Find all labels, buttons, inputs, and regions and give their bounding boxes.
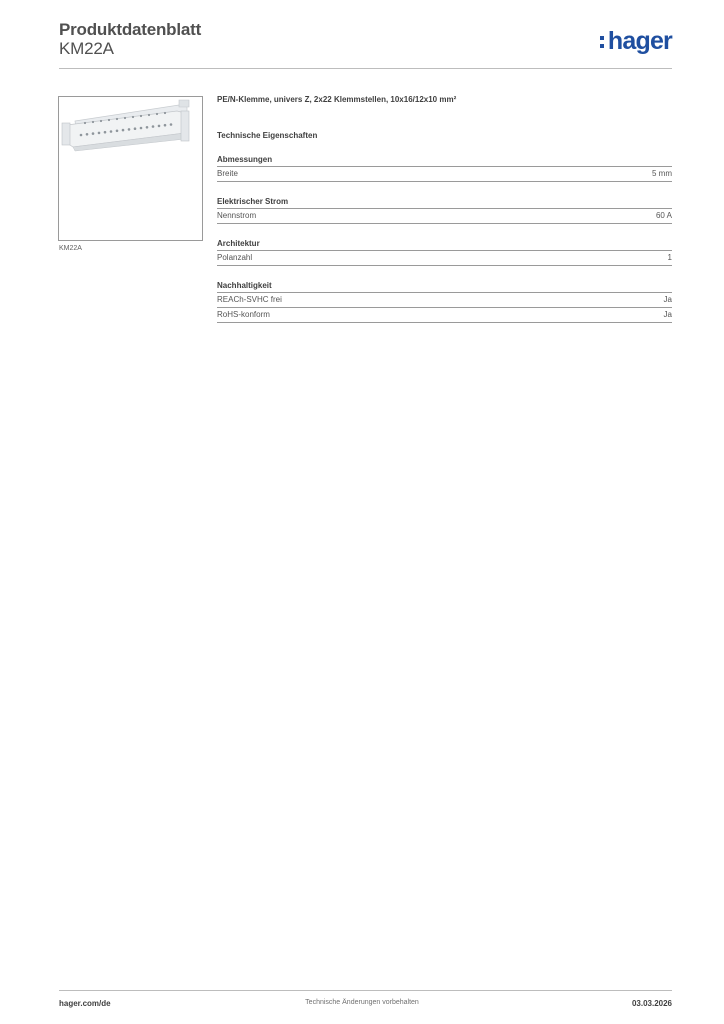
spec-row <box>217 209 672 224</box>
group-heading-sustainability: Nachhaltigkeit <box>217 266 672 293</box>
footer-date: 03.03.2026 <box>631 999 672 1008</box>
product-description: PE/N-Klemme, univers Z, 2x22 Klemmstellen, 10x16/12x10 mm² <box>217 95 457 104</box>
footer-divider <box>59 990 672 991</box>
footer-website-link[interactable]: hager.com/de <box>59 999 111 1008</box>
spec-label: Breite <box>217 169 238 178</box>
terminal-block-image <box>59 97 202 240</box>
logo-text: hager <box>607 27 672 55</box>
product-image <box>58 96 203 241</box>
image-caption: KM22A <box>59 245 82 252</box>
spec-content <box>217 95 672 323</box>
hager-logo[interactable] <box>600 29 672 54</box>
spec-value: 60 A <box>655 211 672 220</box>
footer-notice: Technische Änderungen vorbehalten <box>305 999 419 1006</box>
page-title: Produktdatenblatt <box>59 20 202 39</box>
spec-value: Ja <box>663 310 672 319</box>
section-heading: Technische Eigenschaften <box>217 131 318 140</box>
spec-label: Polanzahl <box>217 253 253 262</box>
spec-value: Ja <box>663 295 672 304</box>
product-code: KM22A <box>59 39 114 58</box>
group-heading-electrical: Elektrischer Strom <box>217 182 672 209</box>
spec-row <box>217 251 672 266</box>
spec-label: REACh-SVHC frei <box>217 295 282 304</box>
spec-row <box>217 293 672 308</box>
header-divider <box>59 68 672 69</box>
spec-value: 5 mm <box>652 169 672 178</box>
logo-colon-icon <box>600 34 605 49</box>
group-heading-architecture: Architektur <box>217 224 672 251</box>
spec-label: RoHS-konform <box>217 310 270 319</box>
spec-value: 1 <box>667 253 672 262</box>
spec-row <box>217 308 672 323</box>
group-heading-dimensions: Abmessungen <box>217 144 672 167</box>
spec-row <box>217 167 672 182</box>
spec-label: Nennstrom <box>217 211 257 220</box>
